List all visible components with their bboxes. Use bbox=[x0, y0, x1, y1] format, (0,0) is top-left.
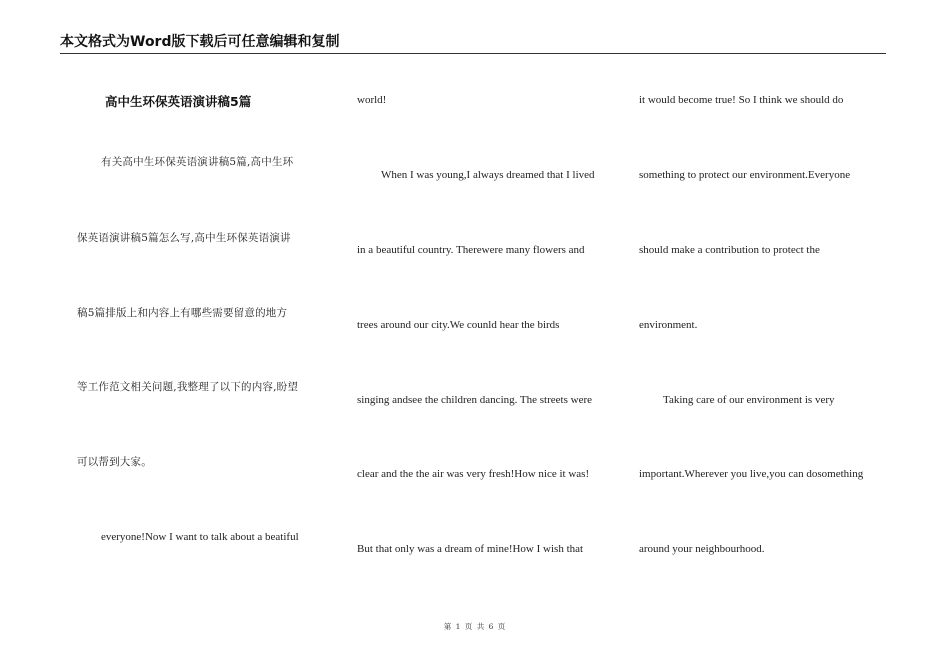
paragraph-line: in a beautiful country. Therewere many flowers and bbox=[357, 244, 585, 256]
paragraph-line: important.Wherever you live,you can dosomething bbox=[639, 468, 864, 480]
paragraph-line: trees around our city.We counld hear the birds bbox=[357, 319, 560, 331]
paragraph-line: should make a contribution to protect the bbox=[639, 244, 820, 256]
paragraph-line: But that only was a dream of mine!How I wish that bbox=[357, 543, 584, 555]
paragraph-line: When I was young,I always dreamed that I lived bbox=[381, 169, 595, 181]
paragraph-line: environment. bbox=[639, 319, 698, 331]
paragraph-line: 等工作范文相关问题,我整理了以下的内容,盼望 bbox=[77, 381, 299, 393]
paragraph-line: 保英语演讲稿5篇怎么写,高中生环保英语演讲 bbox=[77, 232, 291, 244]
paragraph-line: around your neighbourhood. bbox=[639, 543, 765, 555]
paragraph-line: clear and the the air was very fresh!How nice it was! bbox=[357, 468, 590, 480]
paragraph-line: 有关高中生环保英语演讲稿5篇,高中生环 bbox=[101, 156, 294, 168]
page-header bbox=[60, 33, 886, 54]
document-title: 高中生环保英语演讲稿5篇 bbox=[105, 94, 252, 109]
paragraph-line: everyone!Now I want to talk about a beatiful bbox=[101, 531, 299, 543]
paragraph-line: world! bbox=[357, 94, 387, 106]
page-footer: 第 1 页 共 6 页 bbox=[443, 622, 507, 631]
paragraph-line: something to protect our environment.Everyone bbox=[639, 169, 851, 181]
paragraph-line: 可以帮到大家。 bbox=[77, 456, 152, 468]
header-title: 本文格式为Word版下载后可任意编辑和复制 bbox=[60, 34, 340, 50]
paragraph-line: it would become true! So I think we should do bbox=[639, 94, 844, 106]
paragraph-line: Taking care of our environment is very bbox=[663, 394, 835, 406]
paragraph-line: singing andsee the children dancing. The streets were bbox=[357, 394, 592, 406]
paragraph-line: 稿5篇排版上和内容上有哪些需要留意的地方 bbox=[77, 307, 288, 319]
